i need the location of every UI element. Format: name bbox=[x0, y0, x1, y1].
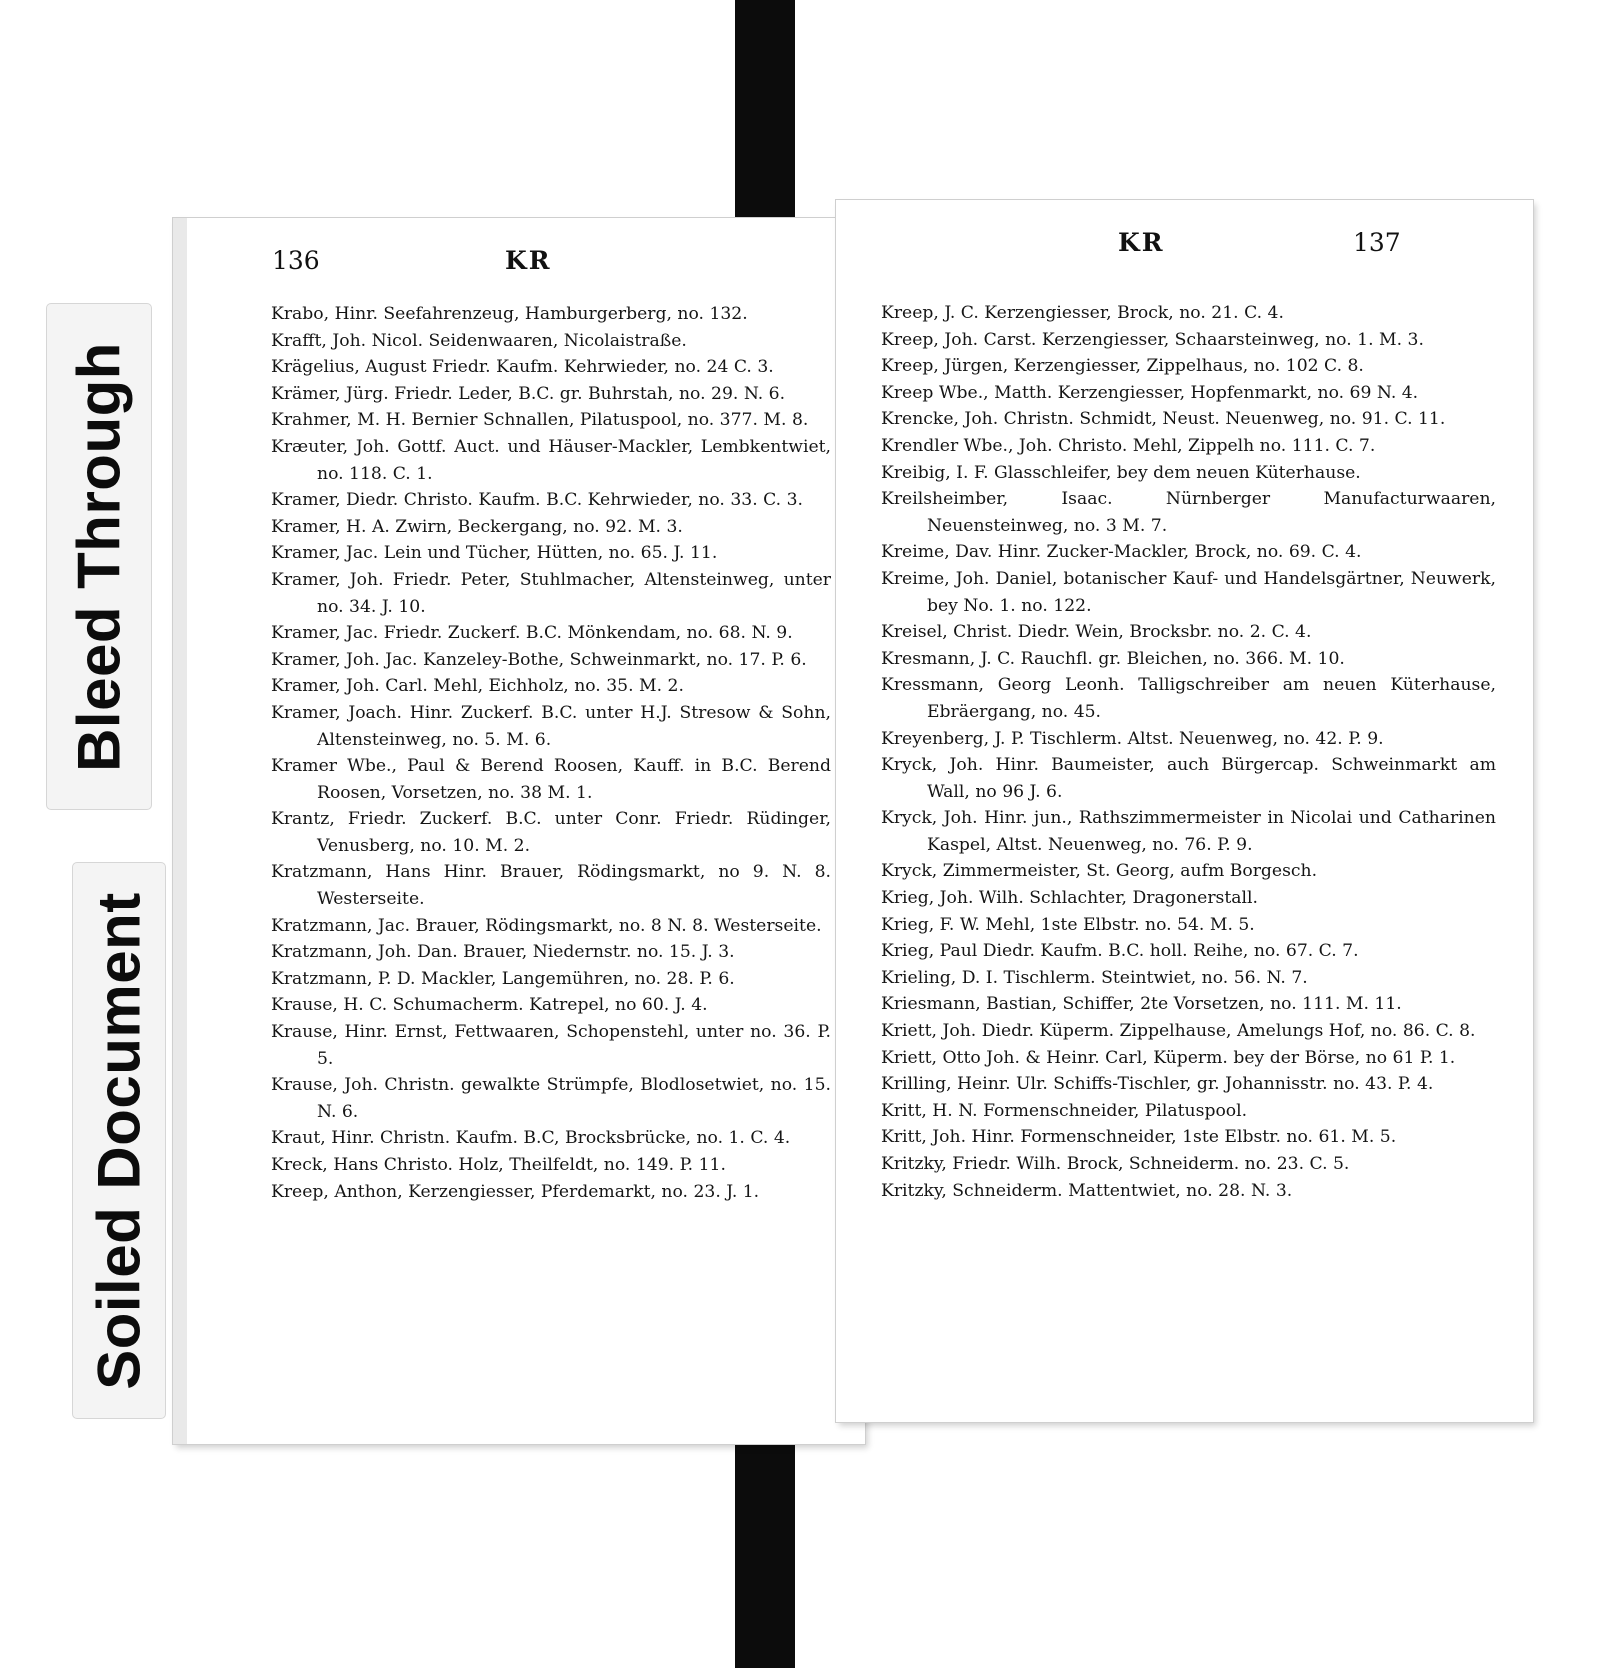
directory-entry: Kresmann, J. C. Rauchfl. gr. Bleichen, no. 366. M. 10. bbox=[881, 648, 1345, 669]
directory-entry: Kreime, Joh. Daniel, botanischer Kauf- und Handelsgärtner, Neuwerk, bey No. 1. no. 122. bbox=[881, 568, 1496, 616]
directory-entry: Kræuter, Joh. Gottf. Auct. und Häuser-Mackler, Lembkentwiet, no. 118. C. 1. bbox=[271, 436, 831, 484]
directory-entry: Kratzmann, Hans Hinr. Brauer, Rödingsmarkt, no 9. N. 8. Westerseite. bbox=[271, 862, 831, 910]
directory-entry: Krendler Wbe., Joh. Christo. Mehl, Zippelh no. 111. C. 7. bbox=[881, 435, 1376, 456]
directory-entry: Kramer, Joh. Friedr. Peter, Stuhlmacher, Altensteinweg, unter no. 34. J. 10. bbox=[271, 569, 831, 617]
left-head-letters: KR bbox=[505, 246, 552, 275]
directory-entry: Kreep Wbe., Matth. Kerzengiesser, Hopfenmarkt, no. 69 N. 4. bbox=[881, 382, 1419, 403]
soiled-document-label: Soiled Document bbox=[85, 891, 153, 1390]
directory-entry: Kriesmann, Bastian, Schiffer, 2te Vorsetzen, no. 111. M. 11. bbox=[881, 994, 1402, 1015]
directory-entry: Krieg, Joh. Wilh. Schlachter, Dragonerstall. bbox=[881, 888, 1258, 909]
directory-entry: Kratzmann, Jac. Brauer, Rödingsmarkt, no. 8 N. 8. Westerseite. bbox=[271, 915, 822, 936]
bleed-through-label-tab bbox=[46, 303, 152, 810]
directory-entry: Krantz, Friedr. Zuckerf. B.C. unter Conr. Friedr. Rüdinger, Venusberg, no. 10. M. 2. bbox=[271, 809, 831, 856]
directory-entry: Krafft, Joh. Nicol. Seidenwaaren, Nicolaistraße. bbox=[271, 330, 687, 351]
directory-entry: Krabo, Hinr. Seefahrenzeug, Hamburgerberg, no. 132. bbox=[271, 304, 748, 324]
directory-entry: Kreep, Anthon, Kerzengiesser, Pferdemarkt, no. 23. J. 1. bbox=[271, 1181, 760, 1202]
bleed-through-label: Bleed Through bbox=[65, 341, 133, 772]
directory-entry: Kritzky, Friedr. Wilh. Brock, Schneiderm. no. 23. C. 5. bbox=[881, 1154, 1350, 1174]
directory-entry: Kratzmann, Joh. Dan. Brauer, Niedernstr. no. 15. J. 3. bbox=[271, 942, 735, 963]
directory-entry: Kressmann, Georg Leonh. Talligschreiber am neuen Küterhause, Ebräergang, no. 45. bbox=[881, 675, 1496, 722]
directory-entry: Kreep, J. C. Kerzengiesser, Brock, no. 21. C. 4. bbox=[881, 303, 1284, 323]
directory-entry: Kramer, Jac. Lein und Tücher, Hütten, no. 65. J. 11. bbox=[271, 543, 718, 564]
directory-entry: Kraut, Hinr. Christn. Kaufm. B.C, Brocksbrücke, no. 1. C. 4. bbox=[271, 1128, 791, 1149]
directory-entry: Krilling, Heinr. Ulr. Schiffs-Tischler, gr. Johannisstr. no. 43. P. 4. bbox=[881, 1074, 1434, 1095]
directory-entry: Kramer Wbe., Paul & Berend Roosen, Kauff. in B.C. Berend Roosen, Vorsetzen, no. 38 M. 1. bbox=[271, 756, 831, 803]
directory-entry: Krahmer, M. H. Bernier Schnallen, Pilatuspool, no. 377. M. 8. bbox=[271, 410, 809, 431]
directory-entry: Krause, Joh. Christn. gewalkte Strümpfe, Blodlosetwiet, no. 15. N. 6. bbox=[271, 1075, 831, 1122]
directory-entry: Kreep, Jürgen, Kerzengiesser, Zippelhaus, no. 102 C. 8. bbox=[881, 356, 1364, 377]
right-page-number: 137 bbox=[1353, 228, 1401, 257]
directory-entry: Kramer, Joach. Hinr. Zuckerf. B.C. unter H.J. Stresow & Sohn, Altensteinweg, no. 5. M. 6. bbox=[271, 702, 831, 750]
right-entry-list bbox=[881, 300, 1496, 1204]
left-entry-list bbox=[271, 301, 831, 1205]
directory-entry: Kritt, Joh. Hinr. Formenschneider, 1ste Elbstr. no. 61. M. 5. bbox=[881, 1127, 1397, 1148]
directory-entry: Krämer, Jürg. Friedr. Leder, B.C. gr. Buhrstah, no. 29. N. 6. bbox=[271, 383, 786, 404]
directory-entry: Kriett, Otto Joh. & Heinr. Carl, Küperm. bey der Börse, no 61 P. 1. bbox=[881, 1047, 1456, 1068]
directory-entry: Krieg, F. W. Mehl, 1ste Elbstr. no. 54. M. 5. bbox=[881, 914, 1255, 935]
directory-entry: Kratzmann, P. D. Mackler, Langemühren, no. 28. P. 6. bbox=[271, 968, 735, 989]
directory-entry: Kreep, Joh. Carst. Kerzengiesser, Schaarsteinweg, no. 1. M. 3. bbox=[881, 329, 1424, 350]
directory-entry: Krause, Hinr. Ernst, Fettwaaren, Schopenstehl, unter no. 36. P. 5. bbox=[271, 1022, 831, 1069]
directory-entry: Krägelius, August Friedr. Kaufm. Kehrwieder, no. 24 C. 3. bbox=[271, 357, 774, 378]
right-running-head bbox=[836, 228, 1533, 264]
directory-entry: Kramer, Diedr. Christo. Kaufm. B.C. Kehrwieder, no. 33. C. 3. bbox=[271, 490, 804, 511]
directory-entry: Krieling, D. I. Tischlerm. Steintwiet, no. 56. N. 7. bbox=[881, 967, 1308, 988]
directory-entry: Kritzky, Schneiderm. Mattentwiet, no. 28. N. 3. bbox=[881, 1180, 1293, 1201]
directory-entry: Kryck, Joh. Hinr. Baumeister, auch Bürgercap. Schweinmarkt am Wall, no 96 J. 6. bbox=[881, 755, 1496, 802]
directory-entry: Kreyenberg, J. P. Tischlerm. Altst. Neuenweg, no. 42. P. 9. bbox=[881, 728, 1384, 749]
directory-entry: Kreime, Dav. Hinr. Zucker-Mackler, Brock, no. 69. C. 4. bbox=[881, 542, 1362, 563]
directory-entry: Kritt, H. N. Formenschneider, Pilatuspool. bbox=[881, 1100, 1248, 1121]
right-page bbox=[836, 200, 1533, 1422]
binding-strip-top bbox=[735, 0, 795, 225]
directory-entry: Kramer, Jac. Friedr. Zuckerf. B.C. Mönkendam, no. 68. N. 9. bbox=[271, 623, 793, 644]
directory-entry: Kryck, Zimmermeister, St. Georg, aufm Borgesch. bbox=[881, 861, 1318, 882]
left-page-number: 136 bbox=[272, 246, 320, 275]
directory-entry: Kramer, Joh. Jac. Kanzeley-Bothe, Schweinmarkt, no. 17. P. 6. bbox=[271, 649, 807, 670]
left-page bbox=[173, 218, 865, 1444]
left-running-head bbox=[187, 246, 865, 282]
directory-entry: Kramer, H. A. Zwirn, Beckergang, no. 92. M. 3. bbox=[271, 516, 683, 537]
directory-entry: Kriett, Joh. Diedr. Küperm. Zippelhause, Amelungs Hof, no. 86. C. 8. bbox=[881, 1021, 1476, 1042]
directory-entry: Kreilsheimber, Isaac. Nürnberger Manufacturwaaren, Neuensteinweg, no. 3 M. 7. bbox=[881, 489, 1496, 536]
soiled-document-label-tab bbox=[72, 862, 166, 1419]
directory-entry: Krencke, Joh. Christn. Schmidt, Neust. Neuenweg, no. 91. C. 11. bbox=[881, 409, 1446, 430]
directory-entry: Kramer, Joh. Carl. Mehl, Eichholz, no. 35. M. 2. bbox=[271, 676, 684, 697]
directory-entry: Kreck, Hans Christo. Holz, Theilfeldt, no. 149. P. 11. bbox=[271, 1155, 726, 1175]
directory-entry: Krieg, Paul Diedr. Kaufm. B.C. holl. Reihe, no. 67. C. 7. bbox=[881, 941, 1359, 962]
directory-entry: Krause, H. C. Schumacherm. Katrepel, no 60. J. 4. bbox=[271, 995, 708, 1016]
directory-entry: Kreibig, I. F. Glasschleifer, bey dem neuen Küterhause. bbox=[881, 462, 1361, 483]
directory-entry: Kryck, Joh. Hinr. jun., Rathszimmermeister in Nicolai und Catharinen Kaspel, Altst. Neuenweg, no. 76. P. 9. bbox=[881, 808, 1496, 855]
right-head-letters: KR bbox=[1118, 228, 1165, 257]
directory-entry: Kreisel, Christ. Diedr. Wein, Brocksbr. no. 2. C. 4. bbox=[881, 622, 1312, 643]
